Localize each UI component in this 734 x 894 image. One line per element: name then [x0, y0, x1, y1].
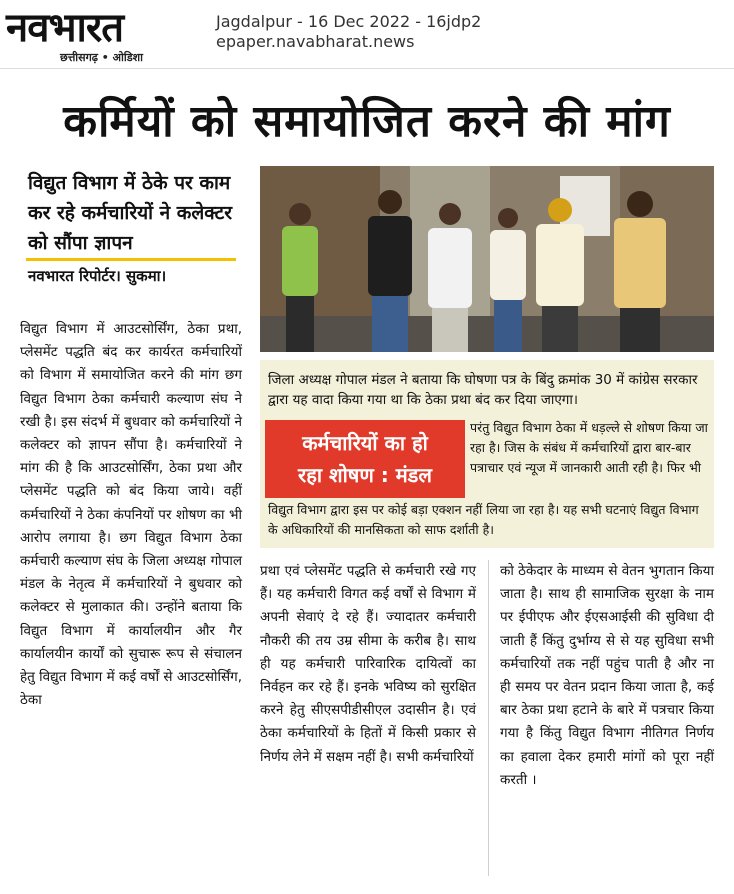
- logo-subtitle: छत्तीसगढ़ • ओडिशा: [60, 51, 143, 64]
- article-column-2: प्रथा एवं प्लेसमेंट पद्धति से कर्मचारी रखे गए हैं। यह कर्मचारी विगत कई वर्षों से विभाग में अपनी सेवाएं दे रहे हैं। ज्यादातर कर्मचारी नौकरी की तय उम्र सीमा के करीब है। साथ ही यह कर्मचारी पारिवारिक दायित्वों का निर्वहन कर रहे हैं। इनके भविष्य को सुरक्षित करने हेतु सीएसपीडीसीएल उदासीन है। एवं ठेका कर्मचारियों के हितों में किसी प्रकार से निर्णय लेने में सक्षम नहीं है। सभी कर्मचारियों: [260, 563, 476, 765]
- newspaper-logo: नवभारत: [6, 4, 124, 51]
- article-subhead: विद्युत विभाग में ठेके पर काम कर रहे कर्मचारियों ने कलेक्टर को सौंपा ज्ञापन: [28, 172, 232, 254]
- article-headline: कर्मियों को समायोजित करने की मांग: [63, 96, 671, 147]
- highlight-line-1: कर्मचारियों का हो: [302, 431, 428, 455]
- news-photo: [260, 166, 714, 352]
- masthead: [0, 0, 734, 66]
- article-column-1: विद्युत विभाग में आउटसोर्सिंग, ठेका प्रथा, प्लेसमेंट पद्धति बंद कर कार्यरत कर्मचारियों को विभाग में समायोजित करने की मांग छग विद्युत विभाग ठेका कर्मचारी कल्याण संघ ने रखी है। इस संदर्भ में बुधवार को कर्मचारियों ने कलेक्टर को ज्ञापन सौंपा है। कर्मचारियों ने मांग की है कि आउटसोर्सिंग, ठेका प्रथा और प्लेसमेंट पद्धति को बंद किया जाये। वहीं कर्मचारियों ने ठेका कंपनियों पर शोषण का भी आरोप लगाया है। छग विद्युत विभाग ठेका कर्मचारी कल्याण संघ के जिला अध्यक्ष गोपाल मंडल के नेतृत्व में कर्मचारियों ने बुधवार को कलेक्टर से मुलाकात की। उन्होंने बताया कि विद्युत विभाग में कार्यालयीन और गैर कार्यालयीन कार्यों को सुचारू रूप से संचालन हेतु विद्युत विभाग में कई वर्षों से आउटसोर्सिंग, ठेका: [20, 321, 242, 709]
- article-column-3: को ठेकेदार के माध्यम से वेतन भुगतान किया जाता है। साथ ही सामाजिक सुरक्षा के नाम पर ईपीएफ और ईएसआईसी की सुविधा दी जाती हैं किंतु दुर्भाग्य से से यह सुविधा सभी कर्मचारियों तक नहीं पहुंच पाती है और ना ही समय पर वेतन प्रदान किया जाता है, कई बार ठेका प्रथा हटाने के बारे में पत्रचार किया गया है किंतु विद्युत विभाग नीतिगत निर्णय का हवाला देकर हमारी मांगों को पूरा नहीं करती ।: [500, 563, 715, 788]
- highlight-line-2: रहा शोषण : मंडल: [298, 463, 432, 487]
- epaper-url[interactable]: epaper.navabharat.news: [216, 32, 415, 51]
- photo-caption: जिला अध्यक्ष गोपाल मंडल ने बताया कि घोषणा पत्र के बिंदु क्रमांक 30 में कांग्रेस सरकार द्वारा यह वादा किया गया था कि ठेका प्रथा बंद कर दिया जाएगा।: [268, 372, 698, 408]
- byline: नवभारत रिपोर्टर। सुकमा।: [28, 267, 167, 285]
- group-photo-illustration: [260, 166, 714, 352]
- divider: [0, 68, 734, 69]
- edition-info: Jagdalpur - 16 Dec 2022 - 16jdp2: [216, 12, 482, 31]
- highlight-text-continued: विद्युत विभाग द्वारा इस पर कोई बड़ा एक्शन नहीं लिया जा रहा है। यह सभी घटनाएं विद्युत विभाग के अधिकारियों की मानसिकता को साफ दर्शाती है।: [268, 502, 699, 537]
- highlight-text: परंतु विद्युत विभाग ठेका में धड़ल्ले से शोषण किया जा रहा है। जिस के संबंध में कर्मचारियों द्वारा बार-बार पत्राचार एवं न्यूज में जानकारी आती रही है। फिर भी: [470, 420, 708, 475]
- highlight-quote-box: [265, 420, 465, 498]
- column-divider: [488, 560, 489, 876]
- byline-rule: [26, 258, 236, 261]
